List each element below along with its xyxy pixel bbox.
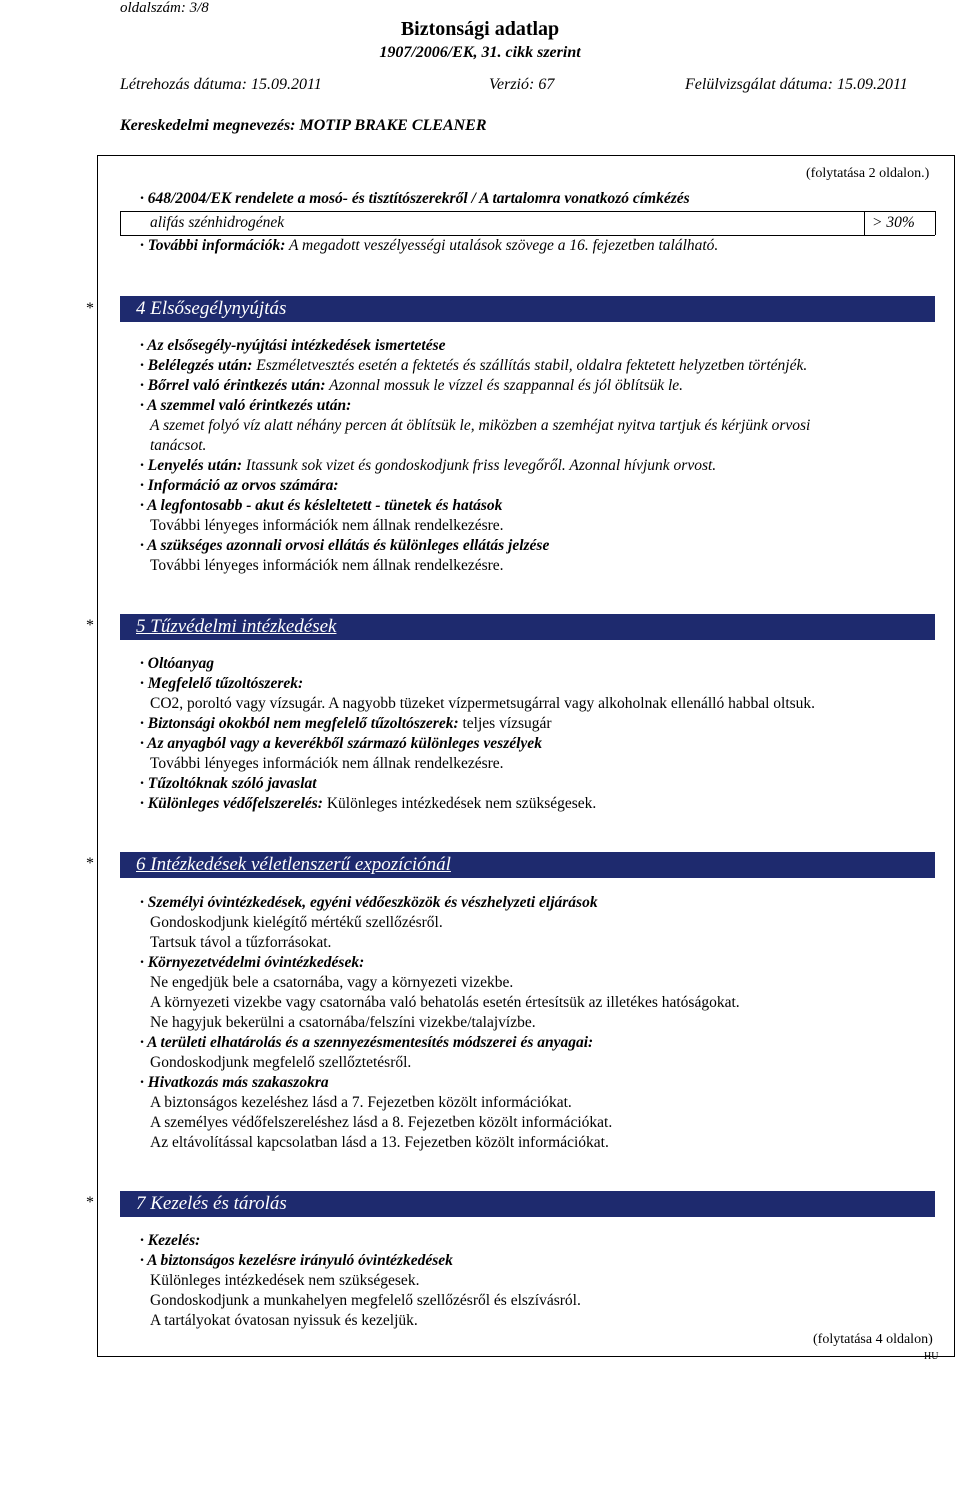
- list-item: CO2, poroltó vagy vízsugár. A nagyobb tüzeket vízpermetsugárral vagy alkoholnak ellenálló habbal oltsuk.: [150, 695, 816, 712]
- created-date: Létrehozás dátuma: 15.09.2011: [120, 76, 322, 93]
- regulation-line: · 648/2004/EK rendelete a mosó- és tisztítószerekről / A tartalomra vonatkozó címkézés: [140, 190, 690, 207]
- list-item: tanácsot.: [150, 437, 207, 454]
- list-item: · Megfelelő tűzoltószerek:: [140, 675, 304, 692]
- section5-title: 5 Tűzvédelmi intézkedések: [136, 616, 337, 637]
- section4-star: *: [86, 300, 94, 317]
- list-item: Az eltávolítással kapcsolatban lásd a 13. Fejezetben közölt információkat.: [150, 1134, 609, 1151]
- list-item: További lényeges információk nem állnak rendelkezésre.: [150, 755, 504, 772]
- section7-title: 7 Kezelés és tárolás: [136, 1193, 287, 1214]
- section5-star: *: [86, 617, 94, 634]
- table-right-rule: [935, 211, 936, 235]
- list-item: · A szükséges azonnali orvosi ellátás és különleges ellátás jelzése: [140, 537, 550, 554]
- trade-name: Kereskedelmi megnevezés: MOTIP BRAKE CLEANER: [120, 117, 487, 134]
- list-item: Ne hagyjuk bekerülni a csatornába/felszíni vizekbe/talajvízbe.: [150, 1014, 536, 1031]
- list-item: Különleges intézkedések nem szükségesek.: [150, 1272, 420, 1289]
- document-subtitle: 1907/2006/EK, 31. cikk szerint: [379, 44, 581, 61]
- list-item: · Belélegzés után: Eszméletvesztés esetén a fektetés és szállítás stabil, oldalra fektetett helyzetben történjék.: [140, 357, 808, 374]
- list-item: Tartsuk távol a tűzforrásokat.: [150, 934, 332, 951]
- list-item: Gondoskodjunk megfelelő szellőztetésről.: [150, 1054, 412, 1071]
- list-item: · Az anyagból vagy a keverékből származó különleges veszélyek: [140, 735, 542, 752]
- list-item: Gondoskodjunk a munkahelyen megfelelő szellőzésről és elszívásról.: [150, 1292, 581, 1309]
- list-item: · Személyi óvintézkedések, egyéni védőeszközök és vészhelyzeti eljárások: [140, 894, 598, 911]
- list-item: · Bőrrel való érintkezés után: Azonnal mossuk le vízzel és szappannal és jól öblítsük le.: [140, 377, 684, 394]
- table-left-rule: [120, 211, 121, 235]
- list-item: · Az elsősegély-nyújtási intézkedések ismertetése: [140, 337, 446, 354]
- regulation-value: > 30%: [872, 214, 915, 231]
- list-item: · A szemmel való érintkezés után:: [140, 397, 352, 414]
- revised-date: Felülvizsgálat dátuma: 15.09.2011: [685, 76, 908, 93]
- list-item: További lényeges információk nem állnak rendelkezésre.: [150, 517, 504, 534]
- list-item: Gondoskodjunk kielégítő mértékű szellőzésről.: [150, 914, 443, 931]
- list-item: · Kezelés:: [140, 1232, 201, 1249]
- table-top-rule: [120, 211, 935, 212]
- regulation-item: alifás szénhidrogének: [150, 214, 285, 231]
- continued-from: (folytatása 2 oldalon.): [806, 166, 930, 181]
- list-item: A környezeti vizekbe vagy csatornába való behatolás esetén értesítsük az illetékes hatóságokat.: [150, 994, 740, 1011]
- list-item: · A legfontosabb - akut és késleltetett - tünetek és hatások: [140, 497, 503, 514]
- version: Verzió: 67: [489, 76, 555, 93]
- list-item: · Különleges védőfelszerelés: Különleges intézkedések nem szükségesek.: [140, 795, 597, 812]
- list-item: · Biztonsági okokból nem megfelelő tűzoltószerek: teljes vízsugár: [140, 715, 552, 732]
- section4-title: 4 Elsősegélynyújtás: [136, 298, 287, 319]
- list-item: · A biztonságos kezelésre irányuló óvintézkedések: [140, 1252, 453, 1269]
- list-item: · Környezetvédelmi óvintézkedések:: [140, 954, 365, 971]
- list-item: A szemet folyó víz alatt néhány percen át öblítsük le, miközben a szemhéjat nyitva tartjuk és kérjünk orvosi: [150, 417, 811, 434]
- section6-star: *: [86, 855, 94, 872]
- section6-title: 6 Intézkedések véletlenszerű expozíciónál: [136, 854, 451, 875]
- list-item: · Információ az orvos számára:: [140, 477, 339, 494]
- list-item: · Lenyelés után: Itassunk sok vizet és gondoskodjunk friss levegőről. Azonnal hívjunk orvost.: [140, 457, 717, 474]
- list-item: · Oltóanyag: [140, 655, 215, 672]
- list-item: · Hivatkozás más szakaszokra: [140, 1074, 329, 1091]
- list-item: A tartályokat óvatosan nyissuk és kezeljük.: [150, 1312, 418, 1329]
- list-item: · A területi elhatárolás és a szennyezésmentesítés módszerei és anyagai:: [140, 1034, 594, 1051]
- section7-star: *: [86, 1194, 94, 1211]
- list-item: Ne engedjük bele a csatornába, vagy a környezeti vizekbe.: [150, 974, 514, 991]
- further-info: · További információk: A megadott veszélyességi utalások szövege a 16. fejezetben található.: [140, 237, 719, 254]
- table-mid-rule: [864, 211, 865, 235]
- document-title: Biztonsági adatlap: [400, 18, 560, 40]
- list-item: További lényeges információk nem állnak rendelkezésre.: [150, 557, 504, 574]
- list-item: A személyes védőfelszereléshez lásd a 8. Fejezetben közölt információkat.: [150, 1114, 613, 1131]
- language-code: HU: [924, 1351, 939, 1362]
- page-number: oldalszám: 3/8: [120, 0, 209, 16]
- continued-to: (folytatása 4 oldalon): [813, 1332, 933, 1347]
- list-item: A biztonságos kezeléshez lásd a 7. Fejezetben közölt információkat.: [150, 1094, 572, 1111]
- list-item: · Tűzoltóknak szóló javaslat: [140, 775, 317, 792]
